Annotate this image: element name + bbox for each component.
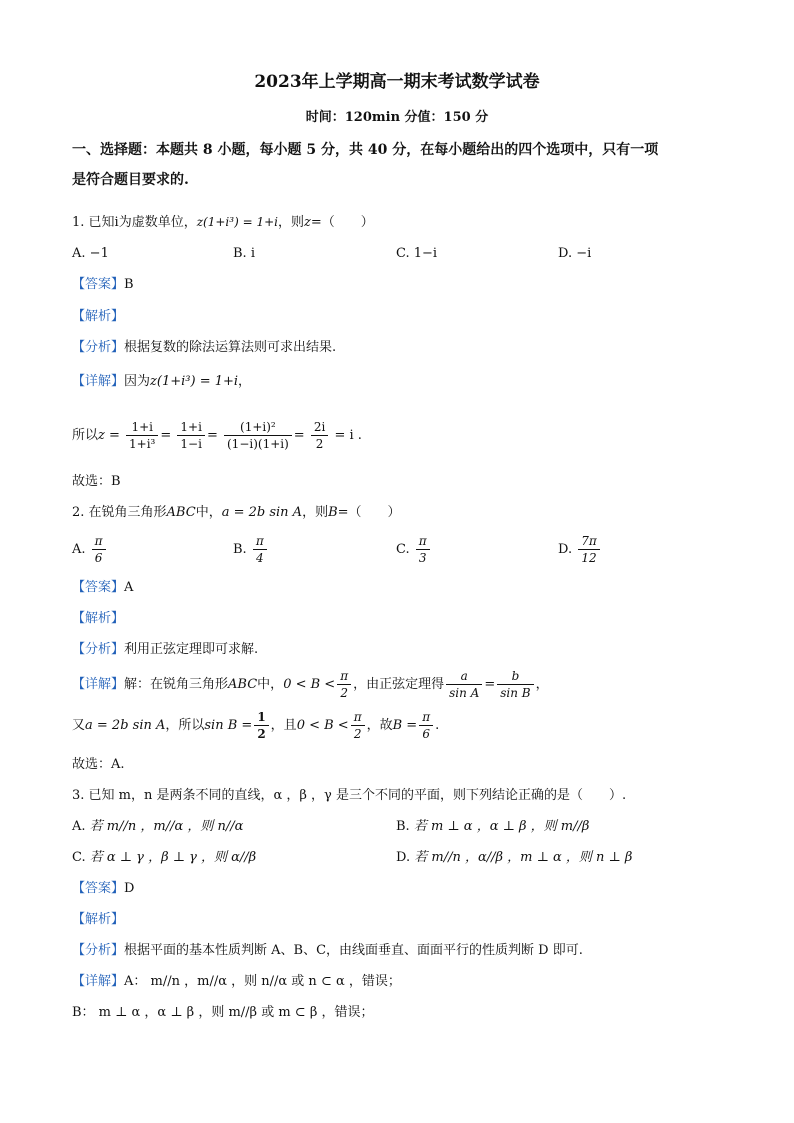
q1-stem-z: z <box>303 215 311 230</box>
frac-den: (1−i)(1+i) <box>227 437 289 451</box>
frac-den: 4 <box>255 551 264 565</box>
answer-value: A <box>124 580 134 595</box>
frac-den: 1−i <box>180 437 202 451</box>
q2-stem-b: B <box>328 505 338 520</box>
option-label: D. <box>558 246 573 261</box>
q1-choose: 故选：B <box>72 474 121 489</box>
q2-option-b <box>233 532 269 568</box>
q1-stem-part: ，则 <box>277 215 304 230</box>
derivation-z: z = <box>98 428 120 443</box>
q2-stem-part: 中， <box>195 505 222 520</box>
q2-analysis-tag <box>72 609 124 629</box>
option-label: B. <box>233 246 247 261</box>
fenxi-text: 根据平面的基本性质判断 A、B、C，由线面垂直、面面平行的性质判断 D 即可. <box>124 943 583 958</box>
frac-num: π <box>337 668 351 685</box>
q1-xiangjie <box>72 372 251 392</box>
option-label: C. <box>72 850 86 865</box>
option-fraction <box>416 533 430 566</box>
q3-fenxi <box>72 941 583 961</box>
q1-option-c <box>396 244 437 264</box>
answer-tag: 【答案】 <box>72 881 125 896</box>
q2-stem-formula: a = 2b sin A <box>221 505 303 520</box>
xiangjie-ineq: 0 < B < <box>296 718 349 733</box>
section-heading-line2: 是符合题目要求的. <box>72 172 189 188</box>
equals: = <box>484 677 496 692</box>
derivation-text: 所以 <box>72 428 99 443</box>
q1-stem-part: =（ ） <box>310 215 374 230</box>
option-value: 1−i <box>413 246 438 261</box>
xiangjie-formula: z(1+i³) = 1+i <box>150 374 239 389</box>
frac-den: 2 <box>340 686 348 700</box>
xiangjie-text: ，所以 <box>165 718 205 733</box>
option-text: 若 m//n ，m//α ，则 n//α <box>89 819 244 834</box>
q2-fenxi <box>72 640 258 660</box>
q1-stem-part: 为虚数单位， <box>118 215 197 230</box>
q1-option-d <box>558 244 591 264</box>
analysis-tag: 【解析】 <box>72 309 125 324</box>
section-heading-line1: 一、选择题：本题共 8 小题，每小题 5 分，共 40 分，在每小题给出的四个选项中，只有一项 <box>72 142 659 158</box>
option-fraction <box>92 533 106 566</box>
option-value: −1 <box>89 246 109 261</box>
q2-option-a <box>72 532 108 568</box>
frac-num: π <box>419 709 433 726</box>
fraction <box>419 709 433 742</box>
frac-num: (1+i)² <box>224 419 292 436</box>
fraction <box>337 668 351 701</box>
frac-den: 3 <box>418 551 427 565</box>
frac-num: 1+i <box>177 419 205 436</box>
option-fraction <box>578 533 600 566</box>
q1-fenxi <box>72 338 336 358</box>
fraction <box>446 668 482 701</box>
fenxi-text: 利用正弦定理即可求解. <box>124 642 259 657</box>
q1-stem <box>72 212 374 233</box>
answer-tag: 【答案】 <box>72 580 125 595</box>
xiangjie-text: A： m//n ，m//α ，则 n//α 或 n ⊂ α ，错误； <box>124 974 401 989</box>
option-label: A. <box>72 246 86 261</box>
fraction <box>351 709 365 742</box>
frac-num: 1 <box>254 709 268 726</box>
frac-num: π <box>416 533 430 550</box>
frac-den: 12 <box>581 551 597 565</box>
frac-num: π <box>92 533 106 550</box>
frac-den: sin B <box>500 686 531 700</box>
xiangjie-tag: 【详解】 <box>72 374 125 389</box>
option-text: 若 m//n ，α//β ，m ⊥ α ，则 n ⊥ β <box>414 850 633 865</box>
q1-stem-part: 1. 已知 <box>72 215 115 230</box>
fenxi-tag: 【分析】 <box>72 943 125 958</box>
option-fraction <box>253 533 267 566</box>
xiangjie-text: 因为 <box>124 374 151 389</box>
q1-derivation <box>72 416 362 456</box>
frac-den: 6 <box>94 551 103 565</box>
derivation-end: = i . <box>334 428 362 443</box>
answer-value: B <box>124 277 134 292</box>
option-label: B. <box>233 542 247 557</box>
frac-num: 1+i <box>126 419 158 436</box>
option-label: A. <box>72 819 86 834</box>
frac-den: 1+i³ <box>129 437 156 451</box>
analysis-tag: 【解析】 <box>72 912 125 927</box>
frac-den: sin A <box>449 686 480 700</box>
q2-stem <box>72 503 401 523</box>
fenxi-text: 根据复数的除法运算法则可求出结果. <box>124 340 337 355</box>
q1-answer <box>72 275 134 295</box>
q1-option-b <box>233 244 255 264</box>
xiangjie-ineq: 0 < B < <box>283 677 336 692</box>
xiangjie-text: ，且 <box>270 718 297 733</box>
fraction <box>126 419 158 452</box>
frac-num: π <box>253 533 267 550</box>
xiangjie-text: 中， <box>257 677 284 692</box>
q3-stem: 3. 已知 m，n 是两条不同的直线，α ，β ，γ 是三个不同的平面，则下列结论正确的是（ ）. <box>72 788 627 803</box>
equals: = <box>160 428 172 443</box>
xiangjie-tag: 【详解】 <box>72 677 125 692</box>
option-value: i <box>250 246 255 261</box>
q3-option-d <box>396 848 632 868</box>
q1-stem-formula: z(1+i³) = 1+i <box>196 215 278 229</box>
q3-analysis-tag <box>72 910 124 930</box>
frac-num: b <box>497 668 533 685</box>
xiangjie-text: . <box>435 718 440 733</box>
fraction <box>497 668 533 701</box>
fenxi-tag: 【分析】 <box>72 340 125 355</box>
q2-xiangjie-line1 <box>72 666 549 704</box>
option-text: 若 α ⊥ γ ，β ⊥ γ ，则 α//β <box>89 850 257 865</box>
equals: = <box>206 428 218 443</box>
frac-den: 2 <box>315 437 324 451</box>
frac-num: 7π <box>578 533 600 550</box>
q2-stem-part: =（ ） <box>337 505 401 520</box>
frac-num: a <box>446 668 482 685</box>
q3-option-b <box>396 817 589 837</box>
q3-xiangjie-b: B： m ⊥ α ，α ⊥ β ，则 m//β 或 m ⊂ β ，错误； <box>72 1005 374 1020</box>
option-label: A. <box>72 542 86 557</box>
option-label: C. <box>396 246 410 261</box>
frac-den: 6 <box>422 727 430 741</box>
xiangjie-tag: 【详解】 <box>72 974 125 989</box>
xiangjie-text: ， <box>535 677 549 692</box>
q2-answer <box>72 578 133 598</box>
analysis-tag: 【解析】 <box>72 611 125 626</box>
q2-choose: 故选：A. <box>72 757 125 772</box>
xiangjie-text: ， <box>238 374 252 389</box>
xiangjie-text: 又 <box>72 718 86 733</box>
q2-stem-part: ，则 <box>302 505 329 520</box>
xiangjie-text: ，故 <box>366 718 393 733</box>
q3-xiangjie <box>72 972 401 992</box>
option-label: D. <box>396 850 411 865</box>
frac-den: 2 <box>257 727 266 741</box>
frac-num: 2i <box>311 419 328 436</box>
q3-option-a <box>72 817 243 837</box>
answer-value: D <box>124 881 135 896</box>
option-label: B. <box>396 819 410 834</box>
fraction <box>254 709 268 742</box>
fraction <box>224 419 292 452</box>
q2-option-d <box>558 532 602 568</box>
option-label: C. <box>396 542 410 557</box>
q2-stem-part: 2. 在锐角三角形 <box>72 505 167 520</box>
q2-xiangjie-line2 <box>72 707 439 745</box>
page-title: 2023年上学期高一期末考试数学试卷 <box>254 72 540 92</box>
option-text: 若 m ⊥ α ，α ⊥ β ，则 m//β <box>413 819 590 834</box>
xiangjie-b: B = <box>392 718 418 733</box>
q1-option-a <box>72 244 109 264</box>
q3-option-c <box>72 848 256 868</box>
frac-num: π <box>351 709 365 726</box>
xiangjie-sinb: sin B = <box>204 718 253 733</box>
q2-option-c <box>396 532 432 568</box>
option-value: −i <box>576 246 592 261</box>
frac-den: 2 <box>353 727 362 741</box>
q2-stem-abc: ABC <box>166 505 196 520</box>
xiangjie-text: ，由正弦定理得 <box>353 677 445 692</box>
q1-analysis-tag <box>72 307 124 327</box>
fenxi-tag: 【分析】 <box>72 642 125 657</box>
equals: = <box>293 428 305 443</box>
fraction <box>311 419 328 452</box>
fraction <box>177 419 205 452</box>
xiangjie-formula: a = 2b sin A <box>85 718 166 733</box>
q3-answer <box>72 879 134 899</box>
exam-info: 时间：120min 分值：150 分 <box>305 110 489 125</box>
q1-stem-i: i <box>114 215 119 230</box>
xiangjie-text: 解：在锐角三角形 <box>124 677 229 692</box>
xiangjie-abc: ABC <box>228 677 258 692</box>
option-label: D. <box>558 542 573 557</box>
answer-tag: 【答案】 <box>72 277 125 292</box>
